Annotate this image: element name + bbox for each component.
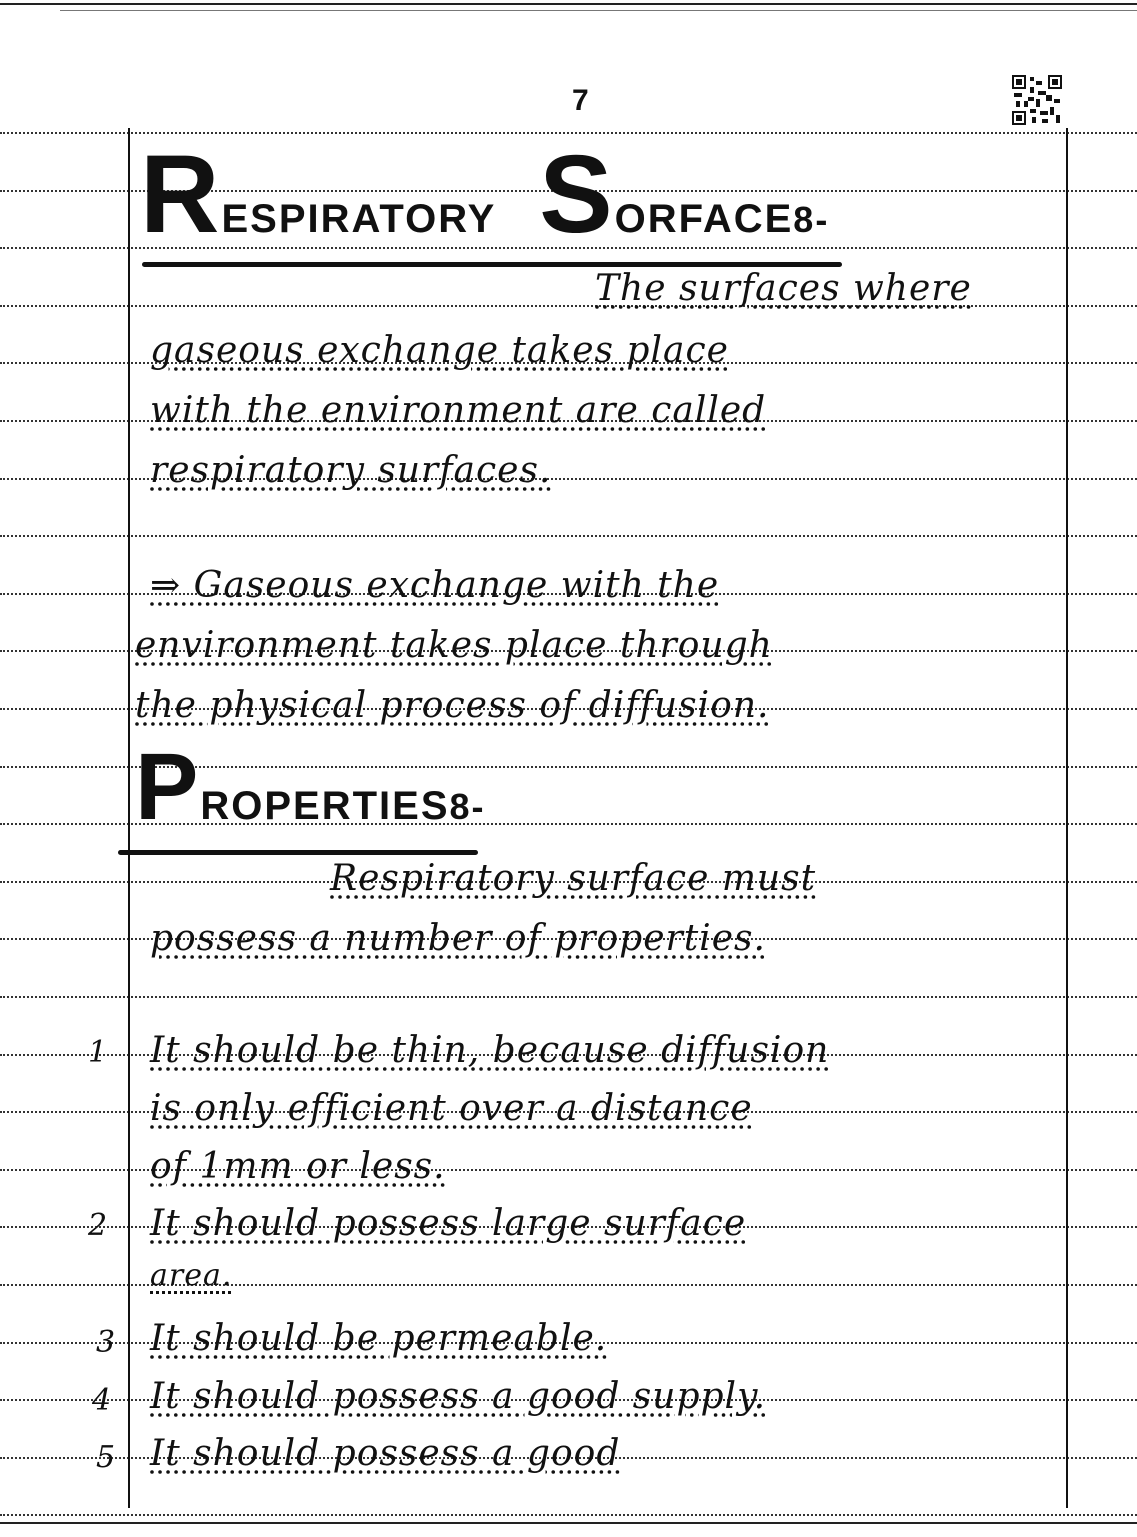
page-number: 7 <box>572 84 589 117</box>
list-item-line: It should possess a good <box>150 1433 621 1474</box>
right-margin-line <box>1066 128 1068 1508</box>
text-line: the physical process of diffusion. <box>135 685 770 726</box>
heading-text: ESPIRATORY <box>221 197 497 241</box>
heading-underline <box>118 850 478 855</box>
heading-initial: R <box>140 133 222 256</box>
heading-suffix: 8- <box>449 786 486 827</box>
heading-initial: S <box>539 133 615 256</box>
heading-respiratory-surface <box>140 133 830 256</box>
list-number: 2 <box>88 1208 108 1243</box>
text-line: environment takes place through <box>135 625 773 666</box>
list-item-line: It should be permeable. <box>150 1318 608 1359</box>
heading-text: ROPERTIES <box>200 784 450 828</box>
top-edge-line <box>0 0 1137 10</box>
ruled-line <box>0 996 1137 998</box>
left-margin-line <box>128 128 130 1508</box>
heading-text: ORFACE <box>614 197 794 241</box>
text-line: The surfaces where <box>595 268 972 309</box>
list-item-line: It should possess large surface <box>150 1203 747 1244</box>
list-item-line: of 1mm or less. <box>150 1146 446 1187</box>
text-line: gaseous exchange takes place <box>150 330 729 371</box>
text-line: ⇒ Gaseous exchange with the <box>150 565 720 606</box>
ruled-line <box>0 1514 1137 1516</box>
text-line: with the environment are called <box>150 390 767 431</box>
list-number: 3 <box>96 1325 116 1360</box>
qr-code-icon <box>1012 74 1062 126</box>
bottom-edge-line <box>0 1522 1137 1524</box>
heading-properties <box>135 734 486 840</box>
ruled-line <box>0 535 1137 537</box>
heading-suffix: 8- <box>793 199 830 240</box>
list-item-line: is only efficient over a distance <box>150 1088 753 1129</box>
list-item-line: It should possess a good supply. <box>150 1376 767 1417</box>
list-item-line: area. <box>150 1258 233 1293</box>
list-number: 1 <box>88 1035 108 1070</box>
text-line: possess a number of properties. <box>150 918 766 959</box>
list-item-line: It should be thin, because diffusion <box>150 1030 830 1071</box>
heading-underline <box>142 262 842 267</box>
text-line: respiratory surfaces. <box>150 450 552 491</box>
text-line: Respiratory surface must <box>330 858 817 899</box>
list-number: 4 <box>92 1383 112 1418</box>
heading-initial: P <box>135 734 201 840</box>
list-number: 5 <box>96 1440 116 1475</box>
